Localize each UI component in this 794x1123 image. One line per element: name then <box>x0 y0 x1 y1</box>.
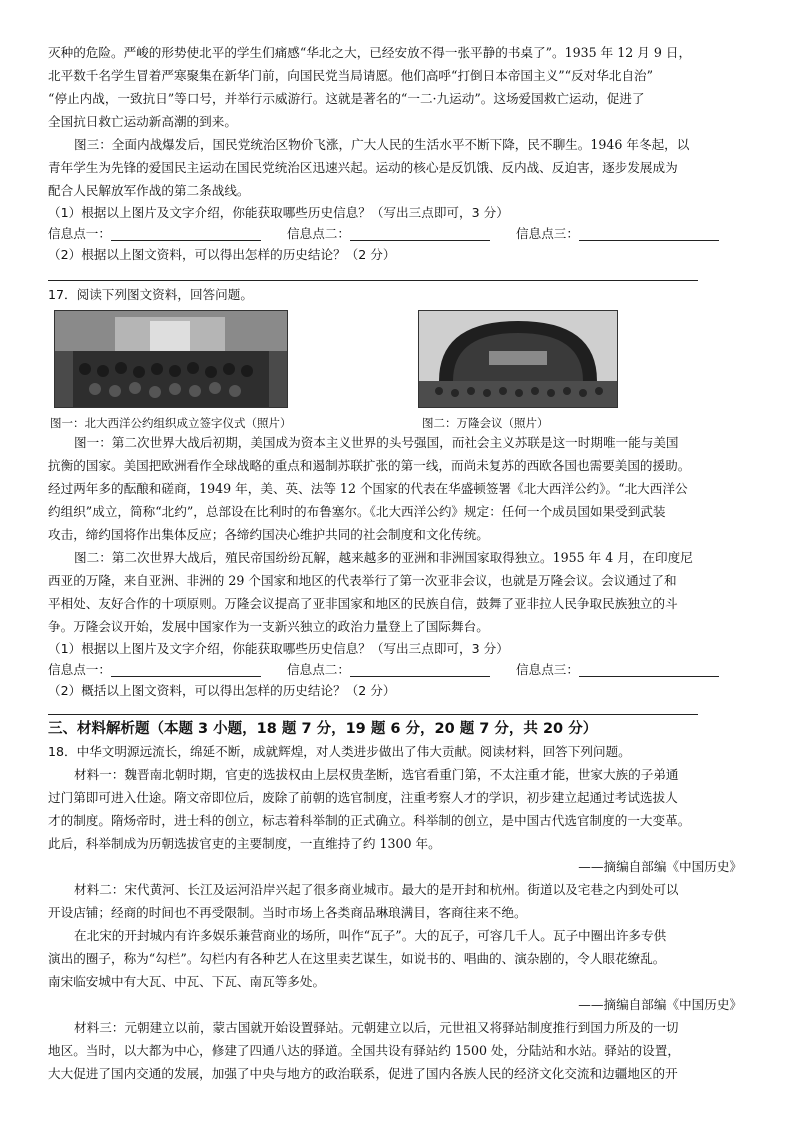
q17-title: 17．阅读下列图文资料，回答问题。 <box>48 287 253 302</box>
info-label: 信息点三： <box>516 226 579 241</box>
q17-subquestion-1: （1）根据以上图片及文字介绍，你能获取哪些历史信息？（写出三点即可，3 分） <box>48 641 509 656</box>
text-line: 西亚的万隆，来自亚洲、非洲的 29 个国家和地区的代表举行了第一次亚非会议，也就是万隆会议。会议通过了和 <box>48 573 677 588</box>
fig2-paragraph: 图二：第二次世界大战后，殖民帝国纷纷瓦解，越来越多的亚洲和非洲国家取得独立。1955 年 4 月，在印度尼 <box>74 550 693 565</box>
text-line: 开设店铺；经商的时间也不再受限制。当时市场上各类商品琳琅满目，客商往来不绝。 <box>48 905 527 920</box>
answer-blank[interactable] <box>350 662 490 677</box>
text-line: 灭种的危险。严峻的形势使北平的学生们痛感“华北之大，已经安放不得一张平静的书桌了”。1935 年 12 月 9 日， <box>48 45 692 60</box>
text-line: 全国抗日救亡运动新高潮的到来。 <box>48 114 237 129</box>
text-line: 大大促进了国内交通的发展，加强了中央与地方的政治联系，促进了国内各族人民的经济文化交流和边疆地区的开 <box>48 1066 678 1081</box>
q16-subquestion-1: （1）根据以上图片及文字介绍，你能获取哪些历史信息？（写出三点即可，3 分） <box>48 205 509 220</box>
section-heading: 三、材料解析题（本题 3 小题，18 题 7 分，19 题 6 分，20 题 7 分，共 20 分） <box>48 721 598 737</box>
q17-subquestion-2: （2）概括以上图文资料，可以得出怎样的历史结论？（2 分） <box>48 683 396 698</box>
text-line: 青年学生为先锋的爱国民主运动在国民党统治区迅速兴起。运动的核心是反饥饿、反内战、反迫害，逐步发展成为 <box>48 160 678 175</box>
photo-bandung-image <box>419 311 617 407</box>
answer-line[interactable] <box>48 714 698 715</box>
info-label: 信息点一： <box>48 662 111 677</box>
photo-nato-image <box>55 311 287 407</box>
answer-blank[interactable] <box>579 662 719 677</box>
text-line: 此后，科举制成为历朝选拔官吏的主要制度，一直维持了约 1300 年。 <box>48 836 441 851</box>
q16-subquestion-2: （2）根据以上图文资料，可以得出怎样的历史结论？（2 分） <box>48 247 396 262</box>
answer-blank[interactable] <box>111 662 261 677</box>
text-line: 北平数千名学生冒着严寒聚集在新华门前，向国民党当局请愿。他们高呼“打倒日本帝国主义”“反对华北自治” <box>48 68 654 83</box>
answer-blank[interactable] <box>579 226 719 241</box>
text-line: “停止内战，一致抗日”等口号，并举行示威游行。这就是著名的“一二·九运动”。这场爱国救亡运动，促进了 <box>48 91 645 106</box>
answer-blank[interactable] <box>350 226 490 241</box>
text-line: 过门第即可进入仕途。隋文帝即位后，废除了前朝的选官制度，注重考察人才的学识，初步建立起通过考试选拔人 <box>48 790 678 805</box>
info-label: 信息点二： <box>287 662 350 677</box>
text-line: 攻击，缔约国将作出集体反应；各缔约国决心维护共同的社会制度和文化传统。 <box>48 527 489 542</box>
text-line: 南宋临安城中有大瓦、中瓦、下瓦、南瓦等多处。 <box>48 974 326 989</box>
text-line: 演出的圈子，称为“勾栏”。勾栏内有各种艺人在这里卖艺谋生，如说书的、唱曲的、演杂剧的，令人眼花缭乱。 <box>48 951 666 966</box>
text-line: 平相处、友好合作的十项原则。万隆会议提高了亚非国家和地区的民族自信，鼓舞了亚非拉人民争取民族独立的斗 <box>48 596 678 611</box>
source-citation: ——摘编自部编《中国历史》 <box>578 859 742 874</box>
caption-fig2: 图二：万隆会议（照片） <box>422 416 549 430</box>
photo-bandung-conference <box>418 310 618 408</box>
text-line: 经过两年多的酝酿和磋商，1949 年，美、英、法等 12 个国家的代表在华盛顿签署《北大西洋公约》。“北大西洋公 <box>48 481 688 496</box>
fig1-paragraph: 图一：第二次世界大战后初期，美国成为资本主义世界的头号强国，而社会主义苏联是这一时期唯一能与美国 <box>74 435 679 450</box>
material-2: 材料二：宋代黄河、长江及运河沿岸兴起了很多商业城市。最大的是开封和杭州。街道以及宅巷之内到处可以 <box>74 882 679 897</box>
source-citation: ——摘编自部编《中国历史》 <box>578 997 742 1012</box>
text-line: 约组织”成立，简称“北约”，总部设在比利时的布鲁塞尔。《北大西洋公约》规定：任何一个成员国如果受到武装 <box>48 504 666 519</box>
material-3: 材料三：元朝建立以前，蒙古国就开始设置驿站。元朝建立以后，元世祖又将驿站制度推行到国力所及的一切 <box>74 1020 679 1035</box>
q17-info-row <box>48 659 748 681</box>
material-1: 材料一：魏晋南北朝时期，官吏的选拔权由上层权贵垄断，选官看重门第，不太注重才能，世家大族的子弟通 <box>74 767 679 782</box>
fig3-paragraph: 图三：全面内战爆发后，国民党统治区物价飞涨，广大人民的生活水平不断下降，民不聊生。1946 年冬起，以 <box>74 137 690 152</box>
q16-info-row <box>48 223 748 245</box>
info-label: 信息点三： <box>516 662 579 677</box>
photo-nato-signing <box>54 310 288 408</box>
text-line: 地区。当时，以大都为中心，修建了四通八达的驿道。全国共设有驿站约 1500 处，分陆站和水站。驿站的设置， <box>48 1043 680 1058</box>
text-line: 争。万隆会议开始，发展中国家作为一支新兴独立的政治力量登上了国际舞台。 <box>48 619 489 634</box>
q18-intro: 18．中华文明源远流长，绵延不断，成就辉煌，对人类进步做出了伟大贡献。阅读材料，回答下列问题。 <box>48 744 631 759</box>
text-line: 抗衡的国家。美国把欧洲看作全球战略的重点和遏制苏联扩张的第一线，而尚未复苏的西欧各国也需要美国的援助。 <box>48 458 691 473</box>
text-line: 配合人民解放军作战的第二条战线。 <box>48 183 250 198</box>
answer-blank[interactable] <box>111 226 261 241</box>
caption-fig1: 图一：北大西洋公约组织成立签字仪式（照片） <box>50 416 292 430</box>
info-label: 信息点二： <box>287 226 350 241</box>
text-line: 在北宋的开封城内有许多娱乐兼营商业的场所，叫作“瓦子”。大的瓦子，可容几千人。瓦子中圈出许多专供 <box>74 928 667 943</box>
info-label: 信息点一： <box>48 226 111 241</box>
text-line: 才的制度。隋炀帝时，进士科的创立，标志着科举制的正式确立。科举制的创立，是中国古代选官制度的一大变革。 <box>48 813 691 828</box>
answer-line[interactable] <box>48 280 698 281</box>
